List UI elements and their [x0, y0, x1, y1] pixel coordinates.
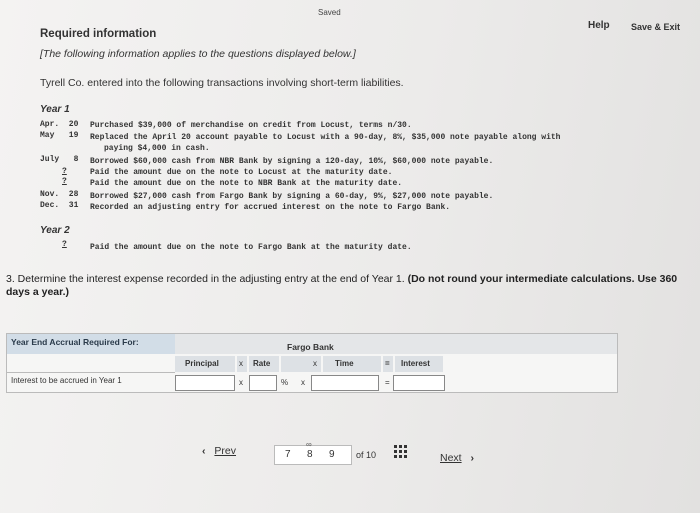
percent-sign: %	[281, 378, 289, 387]
year2-label: Year 2	[40, 225, 70, 236]
op-times: x	[301, 378, 305, 387]
op-label: =	[385, 359, 390, 368]
table-header-left: Year End Accrual Required For:	[7, 334, 175, 354]
rate-input[interactable]	[249, 375, 277, 391]
col-rate	[249, 356, 279, 372]
page-8[interactable]: 8	[307, 449, 313, 460]
intro-text: Tyrell Co. entered into the following transactions involving short-term liabilities.	[40, 77, 404, 89]
link-icon: ∞	[306, 440, 312, 449]
table-header-band	[175, 334, 617, 354]
op-times-header	[237, 356, 247, 372]
prev-label: Prev	[214, 445, 237, 457]
col-rate-label: Rate	[253, 359, 271, 368]
col-principal	[175, 356, 235, 372]
saved-status: Saved	[318, 8, 341, 17]
tx-text: Purchased $39,000 of merchandise on credit from Locust, terms n/30.	[90, 121, 412, 130]
accrual-table	[6, 333, 618, 393]
op-equals-header	[383, 356, 393, 372]
page-count: of 10	[356, 450, 377, 460]
next-button[interactable]	[440, 452, 474, 464]
tx-text: Paid the amount due on the note to Locust at the maturity date.	[90, 168, 393, 177]
page-7[interactable]: 7	[285, 449, 291, 460]
col-rate-spacer	[281, 356, 311, 372]
tx-text: Paid the amount due on the note to NBR Bank at the maturity date.	[90, 179, 403, 188]
row-label: Interest to be accrued in Year 1	[7, 372, 175, 390]
required-info-title: Required information	[40, 28, 157, 40]
prev-button[interactable]	[202, 445, 236, 457]
tx-date: Nov. 28	[40, 190, 79, 199]
op-label: x	[313, 359, 317, 368]
question-main: 3. Determine the interest expense recorded in the adjusting entry at the end of Year 1.	[6, 273, 405, 285]
chevron-left-icon: ‹	[202, 445, 206, 457]
help-button[interactable]: Help	[588, 20, 610, 31]
question-text	[6, 273, 698, 299]
tx-date: Dec. 31	[40, 201, 79, 210]
col-interest-label: Interest	[401, 359, 430, 368]
next-label: Next	[440, 452, 462, 464]
page-selector	[274, 440, 352, 465]
tx-text: paying $4,000 in cash.	[104, 144, 210, 153]
year1-label: Year 1	[40, 104, 70, 115]
tx-date: ?	[62, 177, 67, 186]
tx-text: Paid the amount due on the note to Fargo Bank at the maturity date.	[90, 243, 412, 252]
col-time	[323, 356, 381, 372]
tx-text: Replaced the April 20 account payable to Locust with a 90-day, 8%, $35,000 note payable along with	[90, 133, 561, 142]
page-9[interactable]: 9	[329, 449, 335, 460]
tx-date: Apr. 20	[40, 120, 79, 129]
info-note: [The following information applies to the questions displayed below.]	[40, 48, 356, 60]
tx-date: July 8	[40, 155, 79, 164]
tx-text: Recorded an adjusting entry for accrued interest on the note to Fargo Bank.	[90, 203, 451, 212]
interest-input[interactable]	[393, 375, 445, 391]
tx-text: Borrowed $60,000 cash from NBR Bank by signing a 120-day, 10%, $60,000 note payable.	[90, 157, 494, 166]
col-interest	[395, 356, 443, 372]
col-principal-label: Principal	[185, 359, 219, 368]
op-times-header	[311, 356, 321, 372]
op-label: x	[239, 359, 243, 368]
tx-date: ?	[62, 240, 67, 249]
principal-input[interactable]	[175, 375, 235, 391]
col-time-label: Time	[335, 359, 354, 368]
tx-date: May 19	[40, 131, 79, 140]
grid-icon[interactable]	[394, 445, 406, 457]
time-input[interactable]	[311, 375, 379, 391]
op-times: x	[239, 378, 243, 387]
question-instructions: (Do not round your intermediate calculations. Use 360 days a year.)	[6, 273, 678, 298]
op-equals: =	[385, 378, 390, 387]
chevron-right-icon: ›	[470, 452, 475, 464]
tx-date: ?	[62, 167, 67, 176]
save-exit-button[interactable]: Save & Exit	[631, 22, 681, 32]
tx-text: Borrowed $27,000 cash from Fargo Bank by signing a 60-day, 9%, $27,000 note payable.	[90, 192, 494, 201]
fargo-bank-header: Fargo Bank	[287, 342, 334, 352]
